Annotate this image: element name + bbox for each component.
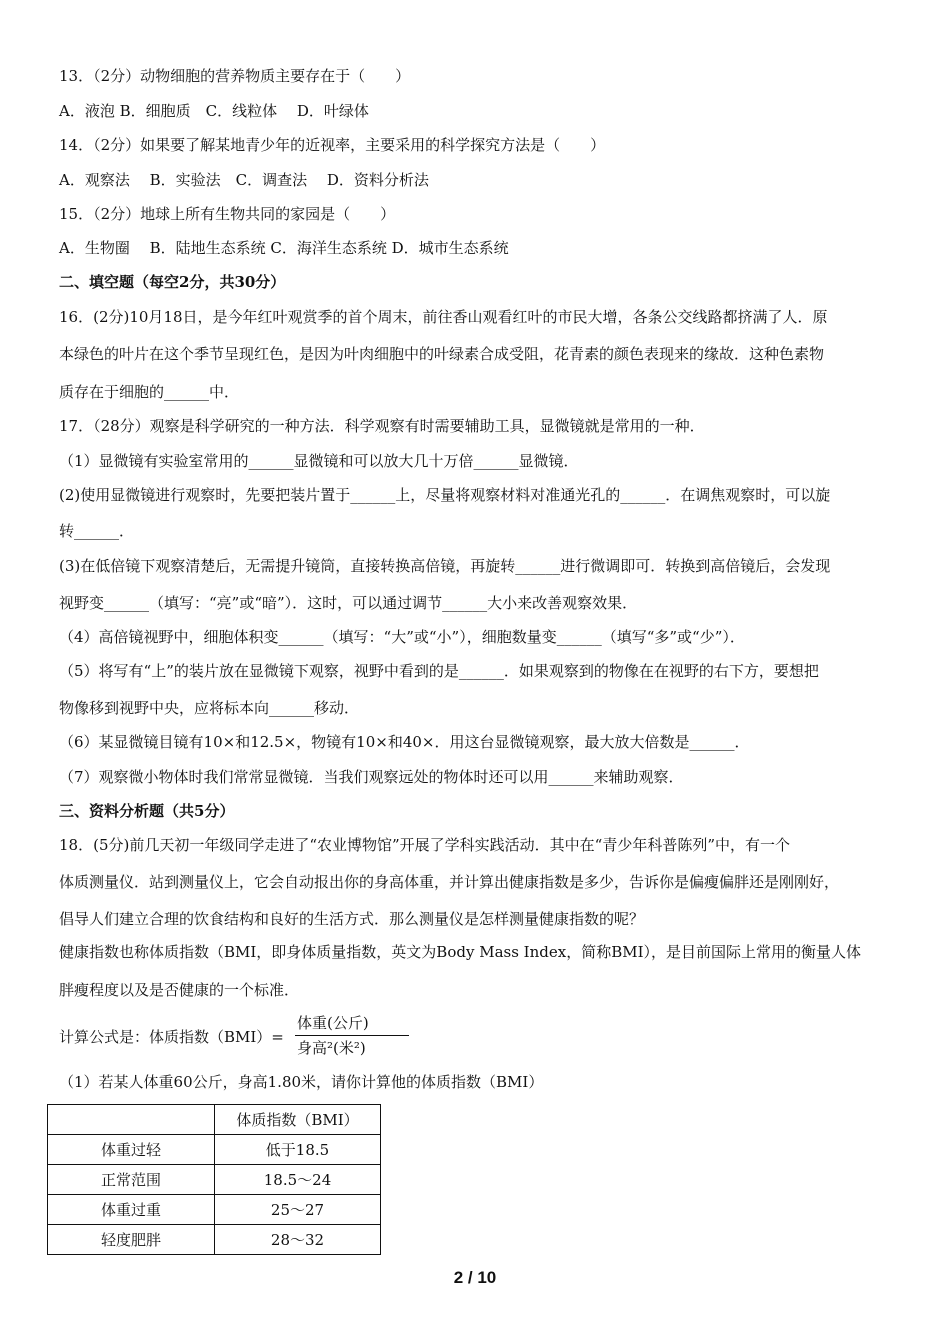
section-heading-fill-blank: 二、填空题（每空2分，共30分） [59, 273, 286, 291]
table-cell: 轻度肥胖 [48, 1225, 215, 1255]
line-q17-3b: 视野变______（填写：“亮”或“暗”）．这时，可以通过调节______大小来改善观察效果． [59, 594, 638, 612]
line-bmi-def-a: 健康指数也称体质指数（BMI，即身体质量指数，英文为Body Mass Index，简称BMI），是目前国际上常用的衡量人体 [59, 943, 862, 961]
section-heading-data-analysis: 三、资料分析题（共5分） [59, 802, 235, 820]
line-q13-options: A．液泡 B．细胞质 C．线粒体 D．叶绿体 [59, 102, 369, 120]
line-q17-4: （4）高倍镜视野中，细胞体积变______（填写：“大”或“小”），细胞数量变______（填写“多”或“少”）． [59, 628, 745, 646]
table-row [48, 1165, 381, 1195]
line-q17: 17．（28分）观察是科学研究的一种方法．科学观察有时需要辅助工具，显微镜就是常用的一种． [59, 417, 705, 435]
table-header-cell: 体质指数（BMI） [215, 1105, 381, 1135]
table-cell: 低于18.5 [215, 1135, 381, 1165]
formula-denominator: 身高²(米²) [297, 1039, 366, 1057]
line-q18-c: 倡导人们建立合理的饮食结构和良好的生活方式．那么测量仪是怎样测量健康指数的呢？ [59, 910, 645, 928]
table-row [48, 1195, 381, 1225]
table-cell: 体重过轻 [48, 1135, 215, 1165]
bmi-table [47, 1104, 381, 1255]
table-cell: 25～27 [215, 1195, 381, 1225]
formula-numerator: 体重(公斤) [297, 1014, 369, 1032]
fraction-bar [295, 1035, 409, 1036]
table-cell: 18.5～24 [215, 1165, 381, 1195]
table-cell: 28～32 [215, 1225, 381, 1255]
line-bmi-def-b: 胖瘦程度以及是否健康的一个标准． [59, 981, 300, 999]
line-q17-2b: 转______． [59, 522, 135, 540]
line-q17-5b: 物像移到视野中央，应将标本向______移动． [59, 699, 360, 717]
line-q18-1: （1）若某人体重60公斤，身高1.80米，请你计算他的体质指数（BMI） [59, 1073, 544, 1091]
line-q18-b: 体质测量仪．站到测量仪上，它会自动报出你的身高体重，并计算出健康指数是多少，告诉你是偏瘦偏胖还是刚刚好， [59, 873, 840, 891]
line-q17-1: （1）显微镜有实验室常用的______显微镜和可以放大几十万倍______显微镜． [59, 452, 579, 470]
line-q13: 13．（2分）动物细胞的营养物质主要存在于（ ） [59, 67, 411, 85]
formula-label: 计算公式是：体质指数（BMI）= [59, 1028, 284, 1046]
page-number: 2 / 10 [453, 1268, 497, 1287]
line-q18-a: 18．(5分)前几天初一年级同学走进了“农业博物馆”开展了学科实践活动．其中在“青少年科普陈列”中，有一个 [59, 836, 791, 854]
line-q16-c: 质存在于细胞的______中． [59, 383, 240, 401]
line-q17-3a: (3)在低倍镜下观察清楚后，无需提升镜筒，直接转换高倍镜，再旋转______进行微调即可．转换到高倍镜后，会发现 [59, 557, 831, 575]
line-q16-a: 16．(2分)10月18日，是今年红叶观赏季的首个周末，前往香山观看红叶的市民大增，各条公交线路都挤满了人．原 [59, 308, 828, 326]
line-q15: 15．（2分）地球上所有生物共同的家园是（ ） [59, 205, 396, 223]
line-q17-5a: （5）将写有“上”的装片放在显微镜下观察，视野中看到的是______．如果观察到的物像在在视野的右下方，要想把 [59, 662, 819, 680]
table-row [48, 1225, 381, 1255]
table-cell: 正常范围 [48, 1165, 215, 1195]
table-header-row [48, 1105, 381, 1135]
line-q17-2a: (2)使用显微镜进行观察时，先要把装片置于______上，尽量将观察材料对准通光孔的______．在调焦观察时，可以旋 [59, 486, 831, 504]
line-q15-options: A．生物圈 B．陆地生态系统 C．海洋生态系统 D．城市生态系统 [59, 239, 509, 257]
line-q17-7: （7）观察微小物体时我们常常显微镜．当我们观察远处的物体时还可以用______来辅助观察． [59, 768, 684, 786]
table-row [48, 1135, 381, 1165]
line-q14-options: A．观察法 B．实验法 C．调查法 D．资料分析法 [59, 171, 429, 189]
line-q14: 14．（2分）如果要了解某地青少年的近视率，主要采用的科学探究方法是（ ） [59, 136, 606, 154]
table-cell: 体重过重 [48, 1195, 215, 1225]
line-q17-6: （6）某显微镜目镜有10×和12.5×，物镜有10×和40×．用这台显微镜观察，最大放大倍数是______． [59, 733, 750, 751]
table-header-cell [48, 1105, 215, 1135]
line-q16-b: 本绿色的叶片在这个季节呈现红色，是因为叶肉细胞中的叶绿素合成受阻，花青素的颜色表现来的缘故．这种色素物 [59, 345, 825, 363]
